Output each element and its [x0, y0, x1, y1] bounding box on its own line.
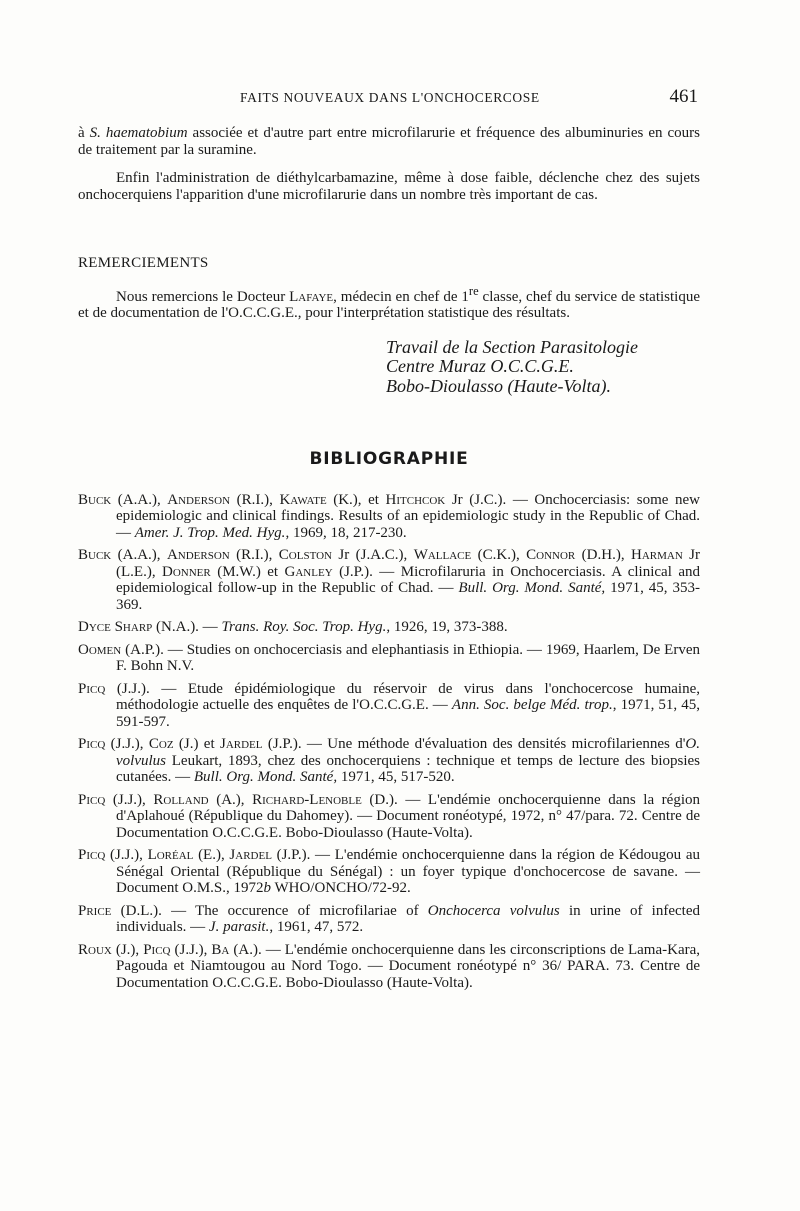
- affiliation-line: Bobo-Dioulasso (Haute-Volta).: [386, 375, 611, 396]
- affiliation-line: Centre Muraz O.C.C.G.E.: [386, 356, 574, 376]
- bibliography-entry: Roux (J.), Picq (J.J.), Ba (A.). — L'endémie onchocerquienne dans les circonscriptions de Lama-Kara, Pagouda et Niamtougou au Nord Togo. — Document ronéotypé n° 36/ PARA. 73. Centre de Documentation O.C.C.G.E. Bobo-Dioulasso (Haute-Volta).: [78, 941, 701, 991]
- bibliography-list: [78, 492, 700, 992]
- bibliography-entry: Picq (J.J.), Rolland (A.), Richard-Lenoble (D.). — L'endémie onchocerquienne dans la région d'Aplahoué (République du Dahomey). — Document ronéotypé, 1972, n° 47/para. 72. Centre de Documentation O.C.C.G.E. Bobo-Dioulasso (Haute-Volta).: [78, 791, 701, 841]
- page-content: [78, 125, 700, 997]
- bibliography-entry: Picq (J.J.). — Etude épidémiologique du réservoir de virus dans l'onchocercose humaine, méthodologie actuelle des enquêtes de l'O.C.C.G.E. — Ann. Soc. belge Méd. trop., 1971, 51, 45, 591-597.: [78, 680, 701, 730]
- bibliography-heading: BIBLIOGRAPHIE: [309, 449, 469, 469]
- affiliation-block: [386, 338, 700, 397]
- bibliography-entry: Picq (J.J.), Coz (J.) et Jardel (J.P.). — Une méthode d'évaluation des densités microfilariennes d'O. volvulus Leukart, 1893, chez des onchocerquiens : technique et temps de lecture des biopsies cutanées. — Bull. Org. Mond. Santé, 1971, 45, 517-520.: [78, 736, 701, 785]
- acknowledgements-text: Nous remercions le Docteur Lafaye, médecin en chef de 1re classe, chef du service de statistique et de documentation de l'O.C.C.G.E., pour l'interprétation statistique des résultats.: [78, 283, 700, 321]
- bibliography-entry: Buck (A.A.), Anderson (R.I.), Kawate (K.), et Hitchcok Jr (J.C.). — Onchocerciasis: some new epidemiologic and clinical findings. Results of an epidemiologic study in the Republic of Chad. — Amer. J. Trop. Med. Hyg., 1969, 18, 217-230.: [78, 491, 700, 541]
- bibliography-entry: Picq (J.J.), Loréal (E.), Jardel (J.P.). — L'endémie onchocerquienne dans la région de Kédougou au Sénégal Oriental (République du Sénégal) : un foyer typique d'onchocercose de savane. — Document O.M.S., 1972b WHO/ONCHO/72-92.: [78, 847, 701, 896]
- affiliation-line: Travail de la Section Parasitologie: [386, 336, 638, 357]
- bibliography-entry: Price (D.L.). — The occurence of microfilariae of Onchocerca volvulus in urine of infected individuals. — J. parasit., 1961, 47, 572.: [78, 902, 700, 935]
- running-title: FAITS NOUVEAUX DANS L'ONCHOCERCOSE: [240, 90, 540, 105]
- bibliography-entry: Dyce Sharp (N.A.). — Trans. Roy. Soc. Trop. Hyg., 1926, 19, 373-388.: [78, 619, 508, 635]
- bibliography-entry: Buck (A.A.), Anderson (R.I.), Colston Jr (J.A.C.), Wallace (C.K.), Connor (D.H.), Harman Jr (L.E.), Donner (M.W.) et Ganley (J.P.). — Microfilaruria in Onchocerciasis. A clinical and epidemiological follow-up in the Republic of Chad. — Bull. Org. Mond. Santé, 1971, 45, 353-369.: [78, 547, 701, 613]
- page-header: [240, 88, 700, 112]
- species-name: S. haematobium: [89, 125, 188, 141]
- paragraph-conclusion: Enfin l'administration de diéthylcarbamazine, même à dose faible, déclenche chez des sujets onchocerquiens l'apparition d'une microfilarurie dans un nombre très important de cas.: [78, 170, 700, 203]
- page-number: 461: [669, 86, 698, 107]
- bibliography-entry: Oomen (A.P.). — Studies on onchocerciasis and elephantiasis in Ethiopia. — 1969, Haarlem, De Erven F. Bohn N.V.: [78, 641, 700, 674]
- paragraph-intro: à S. haematobium associée et d'autre part entre microfilarurie et fréquence des albuminuries en cours de traitement par la suramine.: [78, 125, 700, 158]
- acknowledgements-heading: REMERCIEMENTS: [78, 255, 209, 271]
